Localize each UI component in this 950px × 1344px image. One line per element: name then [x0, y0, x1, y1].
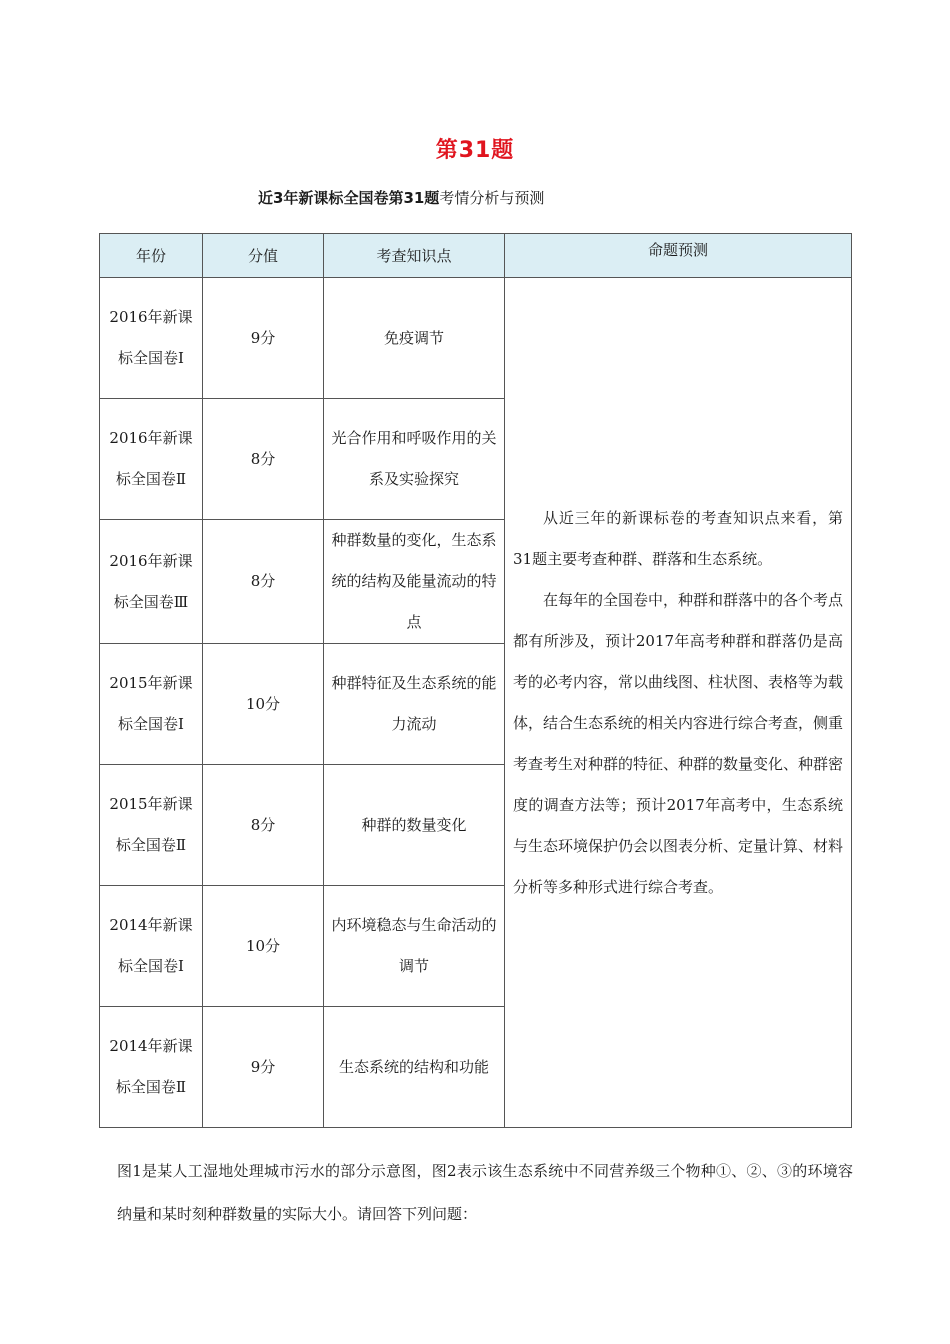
cell-prediction [505, 278, 852, 1128]
cell-year: 2016年新课标全国卷Ⅰ [100, 278, 203, 399]
cell-score: 8分 [203, 765, 324, 886]
table-caption [258, 187, 544, 208]
table-row [100, 278, 852, 399]
cell-year: 2014年新课标全国卷Ⅱ [100, 1007, 203, 1128]
cell-year: 2016年新课标全国卷Ⅲ [100, 520, 203, 644]
cell-topic: 内环境稳态与生命活动的调节 [324, 886, 505, 1007]
table-caption-normal: 考情分析与预测 [439, 189, 545, 207]
question-text: 图1是某人工湿地处理城市污水的部分示意图，图2表示该生态系统中不同营养级三个物种①、②、③的环境容纳量和某时刻种群数量的实际大小。请回答下列问题： [117, 1162, 853, 1223]
cell-year: 2014年新课标全国卷Ⅰ [100, 886, 203, 1007]
cell-topic: 种群的数量变化 [324, 765, 505, 886]
cell-topic: 免疫调节 [324, 278, 505, 399]
cell-score: 9分 [203, 278, 324, 399]
cell-year: 2015年新课标全国卷Ⅱ [100, 765, 203, 886]
cell-topic: 生态系统的结构和功能 [324, 1007, 505, 1128]
table-caption-bold: 近3年新课标全国卷第31题 [258, 189, 440, 207]
cell-topic: 光合作用和呼吸作用的关系及实验探究 [324, 399, 505, 520]
exam-analysis-table [99, 233, 852, 1128]
header-topic: 考查知识点 [324, 234, 505, 278]
cell-topic: 种群特征及生态系统的能力流动 [324, 644, 505, 765]
cell-score: 9分 [203, 1007, 324, 1128]
cell-score: 8分 [203, 399, 324, 520]
cell-score: 10分 [203, 644, 324, 765]
table-header-row [100, 234, 852, 278]
header-year: 年份 [100, 234, 203, 278]
cell-score: 8分 [203, 520, 324, 644]
cell-topic: 种群数量的变化，生态系统的结构及能量流动的特点 [324, 520, 505, 644]
cell-year: 2015年新课标全国卷Ⅰ [100, 644, 203, 765]
cell-year: 2016年新课标全国卷Ⅱ [100, 399, 203, 520]
page-title: 第31题 [435, 138, 515, 163]
header-score: 分值 [203, 234, 324, 278]
cell-score: 10分 [203, 886, 324, 1007]
prediction-paragraph-1: 从近三年的新课标卷的考查知识点来看，第31题主要考查种群、群落和生态系统。 [513, 508, 843, 568]
prediction-paragraph-2: 在每年的全国卷中，种群和群落中的各个考点都有所涉及，预计2017年高考种群和群落仍是高考的必考内容，常以曲线图、柱状图、表格等为载体，结合生态系统的相关内容进行综合考查，侧重考查考生对种群的特征、种群的数量变化、种群密度的调查方法等；预计2017年高考中，生态系统与生态环境保护仍会以图表分析、定量计算、材料分析等多种形式进行综合考查。 [513, 590, 844, 896]
header-prediction: 命题预测 [505, 234, 852, 278]
